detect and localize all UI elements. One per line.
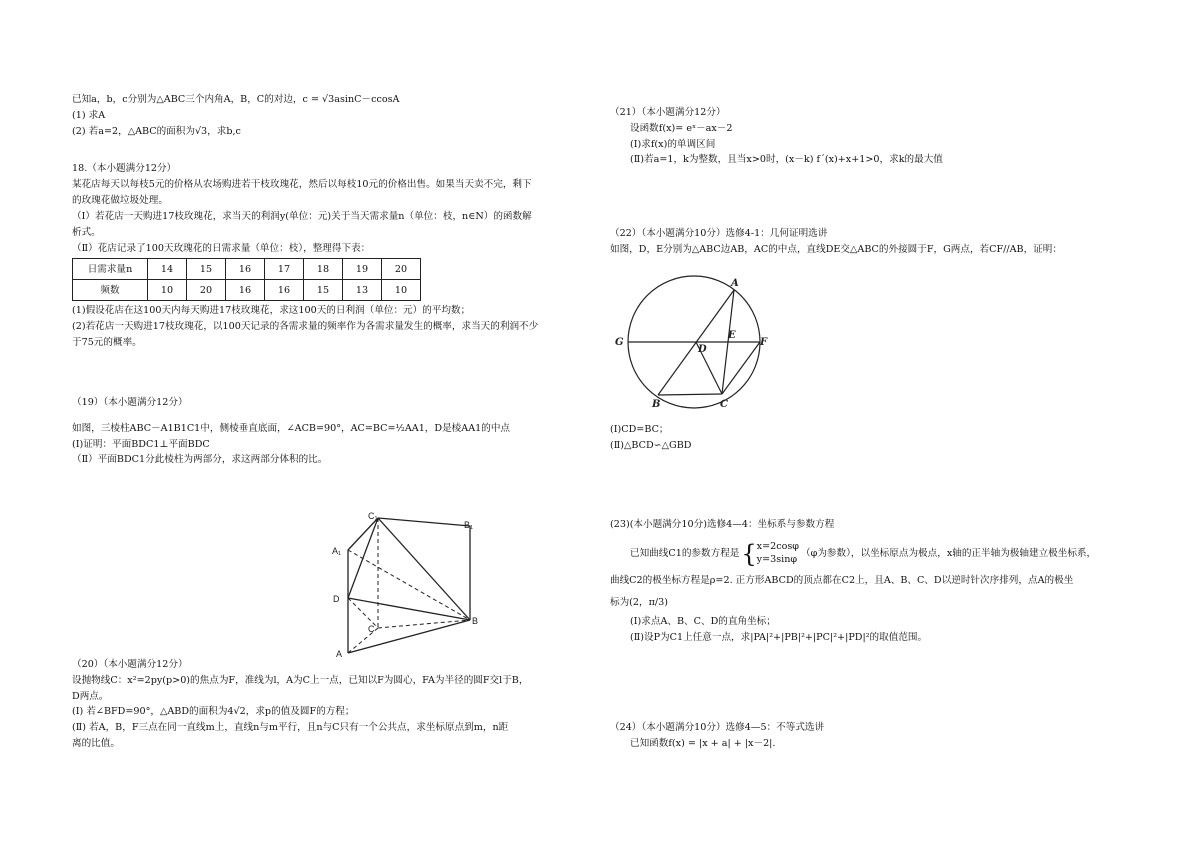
q18-sub1: (1)假设花店在这100天内每天购进17枝玫瑰花，求这100天的日利润（单位：元）的平均数；: [72, 305, 471, 317]
q20-part2a: (Ⅱ) 若A，B，F三点在同一直线m上，直线n与m平行，且n与C只有一个公共点，求坐标原点到m，n距: [72, 722, 509, 734]
q17-intro: 已知a，b，c分别为△ABC三个内角A，B，C的对边，c = √3asinC－ccosA: [72, 94, 400, 105]
table-cell: 20: [187, 280, 226, 301]
table-cell: 16: [265, 280, 304, 301]
q23-line2: 曲线C2的极坐标方程是ρ=2. 正方形ABCD的顶点都在C2上，且A、B、C、D以逆时针次序排列，点A的极坐: [610, 574, 1074, 586]
q23-block: [610, 517, 1145, 646]
q18-part2: （Ⅱ）花店记录了100天玫瑰花的日需求量（单位：枝），整理得下表：: [72, 242, 371, 254]
q23-line1a: 已知曲线C1的参数方程是: [630, 547, 740, 559]
q21-function: 设函数f(x)= eˣ－ax－2: [630, 122, 733, 134]
q22-title: （22）（本小题满分10分）选修4-1：几何证明选讲: [610, 228, 828, 240]
q19-title: （19）（本小题满分12分）: [72, 396, 188, 408]
demand-frequency-table: [72, 258, 421, 301]
param-eq-x: x=2cosφ: [756, 540, 800, 552]
table-cell: 17: [265, 259, 304, 280]
table-cell: 10: [382, 280, 421, 301]
q23-line1b: （φ为参数），以坐标原点为极点，x轴的正半轴为极轴建立极坐标系，: [801, 547, 1097, 559]
label-a: A: [731, 278, 739, 289]
table-header-frequency: 频数: [73, 280, 148, 301]
q20-part2b: 离的比值。: [72, 738, 120, 750]
q18-part1b: 析式。: [72, 226, 101, 238]
label-g: G: [615, 337, 624, 348]
left-column: [72, 92, 592, 468]
parametric-system: [741, 541, 799, 567]
q20-block: [72, 657, 592, 752]
label-d: D: [698, 344, 707, 355]
q19-part2: （Ⅱ）平面BDC1分此棱柱为两部分，求这两部分体积的比。: [72, 454, 328, 466]
label-b: B: [472, 616, 479, 626]
label-d: D: [333, 594, 340, 604]
table-cell: 13: [343, 280, 382, 301]
q20-title: （20）（本小题满分12分）: [72, 659, 188, 670]
label-b: B: [652, 399, 661, 410]
table-cell: 10: [148, 280, 187, 301]
q20-line2: D两点。: [72, 690, 109, 702]
q23-title: (23)(本小题满分10分)选修4—4：坐标系与参数方程: [610, 519, 835, 530]
q19-intro: 如图，三棱柱ABC－A1B1C1中，侧棱垂直底面，∠ACB=90°，AC=BC=½AA1，D是棱AA1的中点: [72, 422, 511, 434]
label-c1: C₁: [368, 511, 378, 521]
q18-part1a: （Ⅰ）若花店一天购进17枝玫瑰花，求当天的利润y(单位：元)关于当天需求量n（单位：枝，n∈N）的函数解: [72, 210, 532, 222]
table-cell: 14: [148, 259, 187, 280]
q21-title: （21）（本小题满分12分）: [610, 107, 726, 118]
right-column: [610, 105, 1135, 258]
table-row: [73, 280, 421, 301]
q18-sub2a: (2)若花店一天购进17枝玫瑰花，以100天记录的各需求量的频率作为各需求量发生的概率，求当天的利润不少: [72, 321, 539, 333]
table-row: [73, 259, 421, 280]
label-e: E: [728, 330, 736, 341]
table-header-demand: 日需求量n: [73, 259, 148, 280]
label-a: A: [336, 649, 343, 659]
table-cell: 18: [304, 259, 343, 280]
q24-function: 已知函数f(x) = |x + a| + |x－2|.: [630, 737, 776, 749]
q18-line1: 某花店每天以每枝5元的价格从农场购进若干枝玫瑰花，然后以每枝10元的价格出售。如果当天卖不完，剩下: [72, 179, 532, 191]
table-cell: 15: [187, 259, 226, 280]
q18-title: 18.（本小题满分12分）: [72, 163, 177, 175]
label-c: C: [368, 624, 375, 634]
q23-part1: (Ⅰ)求点A、B、C、D的直角坐标；: [630, 616, 776, 628]
label-f: F: [760, 337, 768, 348]
table-cell: 19: [343, 259, 382, 280]
q20-line1: 设抛物线C：x²=2py(p>0)的焦点为F，准线为l，A为C上一点，已知以F为圆心，FA为半径的圆F交l于B，: [72, 674, 529, 686]
q22-intro: 如图，D，E分别为△ABC边AB，AC的中点，直线DE交△ABC的外接圆于F，G两点，若CF//AB，证明：: [610, 244, 1062, 256]
q17-part2: (2) 若a=2，△ABC的面积为√3，求b,c: [72, 125, 241, 137]
q21-part2: (Ⅱ)若a=1，k为整数，且当x>0时，(x－k) f´(x)+x+1>0，求k的最大值: [630, 154, 943, 166]
table-cell: 15: [304, 280, 343, 301]
q21-part1: (Ⅰ)求f(x)的单调区间: [630, 138, 716, 150]
prism-figure: [328, 510, 498, 660]
label-a1: A₁: [332, 546, 342, 556]
q22-part2: (Ⅱ)△BCD∽△GBD: [610, 439, 692, 451]
label-b1: B₁: [464, 520, 474, 530]
q17-part1: (1) 求A: [72, 109, 106, 121]
param-eq-y: y=3sinφ: [756, 553, 798, 565]
label-c: C: [720, 399, 728, 410]
brace-icon: {: [741, 539, 757, 568]
q22-parts: [610, 422, 1135, 454]
q19-part1: (Ⅰ)证明：平面BDC1⊥平面BDC: [72, 438, 210, 450]
q24-block: [610, 720, 1135, 752]
circle-figure: [612, 272, 777, 414]
q22-part1: (Ⅰ)CD=BC；: [610, 424, 669, 435]
q23-part2: (Ⅱ)设P为C1上任意一点，求|PA|²+|PB|²+|PC|²+|PD|²的取值范围。: [630, 632, 928, 644]
table-cell: 16: [226, 259, 265, 280]
q24-title: （24）（本小题满分10分）选修4—5：不等式选讲: [610, 722, 825, 733]
q20-part1: (Ⅰ) 若∠BFD=90°，△ABD的面积为4√2，求p的值及圆F的方程；: [72, 706, 355, 718]
table-cell: 16: [226, 280, 265, 301]
q23-line3: 标为(2，π/3): [610, 596, 669, 608]
table-cell: 20: [382, 259, 421, 280]
q18-sub2b: 于75元的概率。: [72, 337, 142, 349]
q23-line1: [610, 541, 1145, 567]
q18-line2: 的玫瑰花做垃圾处理。: [72, 195, 168, 207]
